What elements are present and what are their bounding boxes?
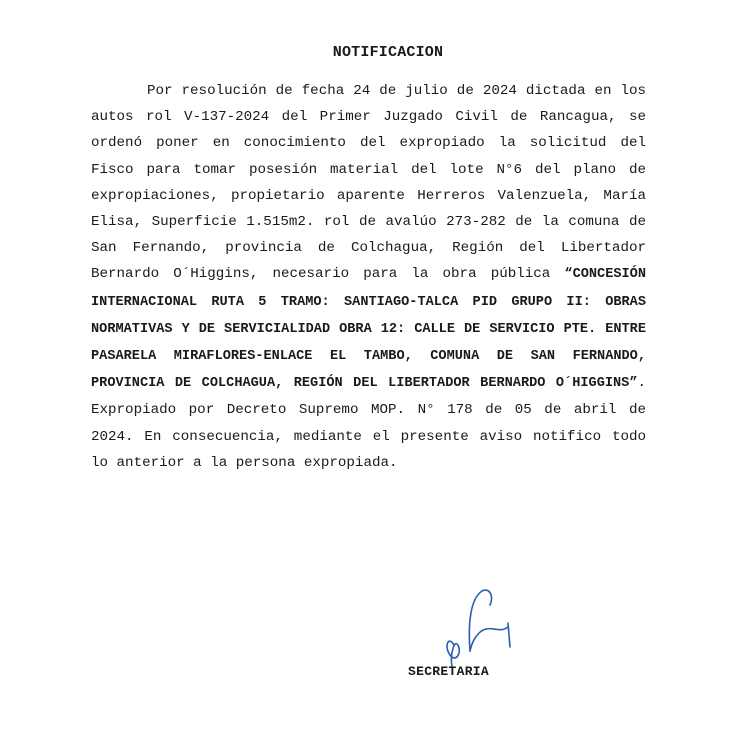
body-closing-text: . Expropiado por Decreto Supremo MOP. N° 178 de 05 de abril de 2024. En consecuencia, mediante el presente aviso notifico todo lo anterior a la persona expropiada. — [91, 375, 646, 471]
project-name: “CONCESIÓN INTERNACIONAL RUTA 5 TRAMO: SANTIAGO-TALCA PID GRUPO II: OBRAS NORMATIVAS Y DE SERVICIALIDAD OBRA 12: CALLE DE SERVICIO PTE. ENTRE PASARELA MIRAFLORES-ENLACE EL TAMBO, COMUNA DE SAN FERNANDO, PROVINCIA DE COLCHAGUA, REGIÓN DEL LIBERTADOR BERNARDO O´HIGGINS” — [91, 267, 646, 392]
body-intro-text: Por resolución de fecha 24 de julio de 2024 dictada en los autos rol V-137-2024 del Primer Juzgado Civil de Rancagua, se ordenó poner en conocimiento del expropiado la solicitud del Fisco para tomar posesión material del lote N°6 del plano de expropiaciones, propietario aparente Herreros Valenzuela, María Elisa, Superficie 1.515m2. rol de avalúo 273-282 de la comuna de San Fernando, provincia de Colchagua, Región del Libertador Bernardo O´Higgins, necesario para la obra pública — [91, 83, 646, 283]
notification-body — [91, 78, 646, 476]
signature-label: SECRETARIA — [408, 664, 490, 679]
document-title: NOTIFICACION — [332, 44, 444, 61]
handwritten-signature — [440, 585, 530, 675]
